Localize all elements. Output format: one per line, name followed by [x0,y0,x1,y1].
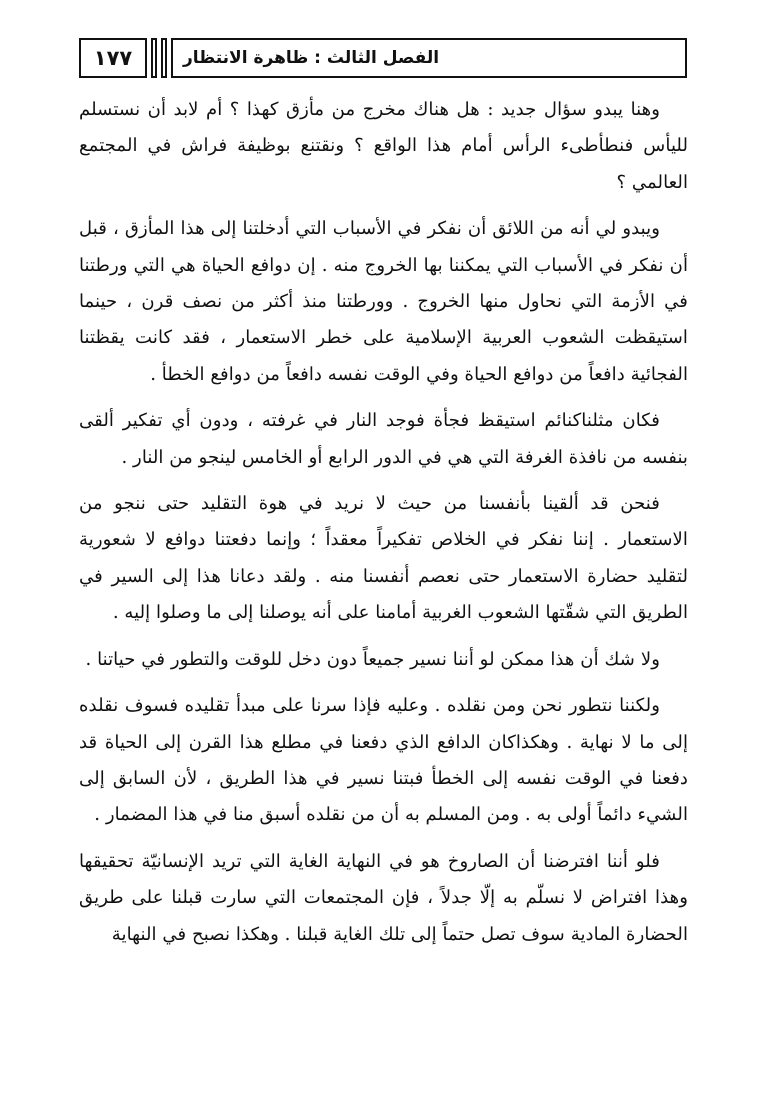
paragraph: ويبدو لي أنه من اللائق أن نفكر في الأسباب التي أدخلتنا إلى هذا المأزق ، قبل أن نفكر في الأسباب التي يمكننا بها الخروج منه . إن دوافع الحياة هي التي ورطتنا في الأزمة التي نحاول منها الخروج . وورطتنا منذ أكثر من نصف قرن ، حينما استيقظت الشعوب العربية الإسلامية على خطر الاستعمار ، فقد كانت يقظتنا الفجائية دافعاً من دوافع الحياة وفي الوقت نفسه دافعاً من دوافع الخطأ . [79,218,688,385]
paragraph: فلو أننا افترضنا أن الصاروخ هو في النهاية الغاية التي تريد الإنسانيّة تحقيقها وهذا افتراض لا نسلّم به إلّا جدلاً ، فإن المجتمعات التي سارت قبلنا على طريق الحضارة المادية سوف تصل حتماً إلى تلك الغاية قبلنا . وهكذا نصبح في النهاية [79,850,688,945]
header-divider-bar [161,38,167,78]
header-divider-bar [151,38,157,78]
paragraph: ولا شك أن هذا ممكن لو أننا نسير جميعاً دون دخل للوقت والتطور في حياتنا . [85,648,660,670]
page-header [79,38,687,78]
paragraph: فكان مثلناكنائم استيقظ فجأة فوجد النار في غرفته ، ودون أي تفكير ألقى بنفسه من نافذة الغرفة التي هي في الدور الرابع أو الخامس لينجو من النار . [79,410,688,468]
running-title: الفصل الثالث : ظاهرة الانتظار [183,48,440,68]
body-text [79,92,688,963]
page-number: ١٧٧ [93,46,133,70]
paragraph: وهنا يبدو سؤال جديد : هل هناك مخرج من مأزق كهذا ؟ أم لابد أن نستسلم لليأس فنطأطىء الرأس أمام هذا الواقع ؟ ونقتنع بوظيفة فراش في المجتمع العالمي ؟ [79,99,688,193]
paragraph: ولكننا نتطور نحن ومن نقلده . وعليه فإذا سرنا على مبدأ تقليده فسوف نقلده إلى ما لا نهاية . وهكذاكان الدافع الذي دفعنا في مطلع هذا القرن إلى الحياة قد دفعنا في الوقت نفسه إلى الخطأ فبتنا نسير في هذا الطريق ، لأن السابق إلى الشيء دائماً أولى به . ومن المسلم به أن من نقلده أسبق منا في هذا المضمار . [79,695,688,826]
paragraph: فنحن قد ألقينا بأنفسنا من حيث لا نريد في هوة التقليد حتى ننجو من الاستعمار . إننا نفكر في الخلاص تفكيراً معقداً ؛ وإنما دفعتنا دوافع لا شعورية لتقليد حضارة الاستعمار حتى نعصم أنفسنا منه . ولقد دعانا هذا إلى السير في الطريق التي شقّتها الشعوب الغربية أمامنا على أنه يوصلنا إلى ما وصلوا إليه . [79,493,688,624]
